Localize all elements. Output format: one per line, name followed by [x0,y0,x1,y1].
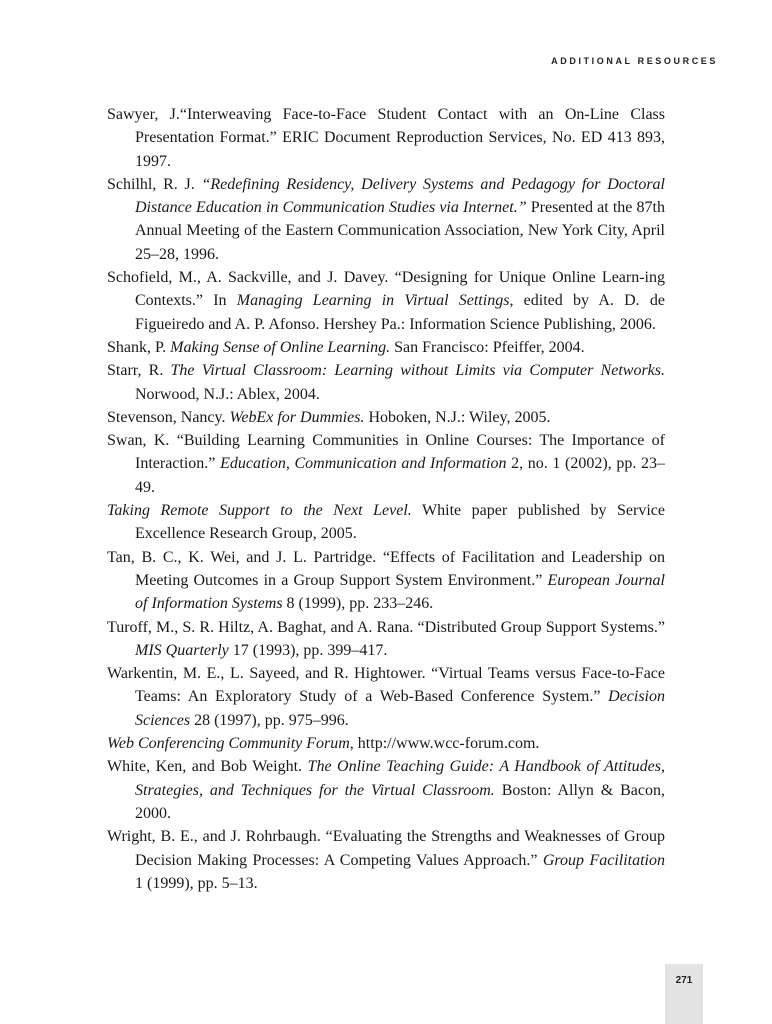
reference-entry [107,336,665,359]
reference-title: Taking Remote Support to the Next Level. [107,502,412,520]
reference-text: Wright, B. E., and J. Rohrbaugh. “Evaluating the Strengths and Weaknesses of Group Decision Making Processes: A Competing Values Approach.” [107,828,665,869]
reference-title: MIS Quarterly [135,641,229,659]
reference-title: The Online Teaching Guide: A Handbook of Attitudes, Strategies, and Techniques for the Virtual Classroom. [135,758,665,799]
reference-text: San Francisco: Pfeiffer, 2004. [390,338,585,356]
reference-title: Web Conferencing Community Forum [107,735,350,753]
reference-text: 17 (1993), pp. 399–417. [228,641,388,659]
reference-entry [107,429,665,499]
reference-text: Shank, P. [107,338,171,356]
reference-entry [107,266,665,336]
reference-text: Schofield, M., A. Sackville, and J. Davey. “Designing for Unique Online Learn-ing Contexts.” In [107,269,665,310]
reference-title: Decision Sciences [135,688,665,729]
reference-text: 1 (1999), pp. 5–13. [135,874,258,892]
reference-text: 2, no. 1 (2002), pp. 23–49. [135,455,666,496]
reference-text: Hoboken, N.J.: Wiley, 2005. [364,408,551,426]
reference-text: White paper published by Service Excellence Research Group, 2005. [135,502,665,543]
reference-text: Starr, R. [107,362,171,380]
reference-title: Making Sense of Online Learning. [170,338,391,356]
reference-title: Managing Learning in Virtual Settings [236,292,510,310]
reference-entry [107,662,665,732]
reference-entry [107,103,665,173]
reference-text: 28 (1997), pp. 975–996. [190,711,349,729]
running-head: ADDITIONAL RESOURCES [551,56,718,66]
reference-title: Education, Communication and Information [220,455,507,473]
reference-text: Swan, K. “Building Learning Communities in Online Courses: The Importance of Interaction.” [107,432,665,473]
reference-title: The Virtual Classroom: Learning without Limits via Computer Networks. [170,362,666,380]
page-number: 271 [675,975,693,986]
reference-title: Group Facilitation [542,851,666,869]
reference-entry [107,546,665,616]
reference-text: Stevenson, Nancy. [107,408,230,426]
page-number-tab [665,964,703,1024]
reference-text: Warkentin, M. E., L. Sayeed, and R. Hightower. “Virtual Teams versus Face-to-Face Teams: An Exploratory Study of a Web-Based Conference System.” [107,665,665,706]
reference-title: “Redefining Residency, Delivery Systems and Pedagogy for Doctoral Distance Education in Communication Studies via Internet.” [135,175,665,217]
reference-text: Presented at the 87th Annual Meeting of the Eastern Communication Association, New York City, April 25–28, 1996. [135,199,665,263]
reference-text: 8 (1999), pp. 233–246. [282,595,434,613]
reference-title: WebEx for Dummies. [229,408,365,426]
reference-text: Sawyer, J.“Interweaving Face-to-Face Student Contact with an On-Line Class Presentation Format.” ERIC Document Reproduction Services, No. ED 413 893, 1997. [107,106,665,170]
reference-text: , edited by A. D. de Figueiredo and A. P. Afonso. Hershey Pa.: Information Science Publishing, 2006. [135,292,666,333]
reference-text: , http://www.wcc-forum.com. [349,735,540,753]
reference-text: Boston: Allyn & Bacon, 2000. [135,781,666,822]
reference-title: European Journal of Information Systems [135,571,665,613]
reference-entry [107,359,665,406]
reference-entry [107,616,665,663]
reference-entry [107,825,665,895]
reference-text: Norwood, N.J.: Ablex, 2004. [135,385,320,403]
reference-text: Schilhl, R. J. [107,175,202,193]
reference-entry [107,406,665,429]
reference-text: Tan, B. C., K. Wei, and J. L. Partridge. “Effects of Facilitation and Leadership on Meeting Outcomes in a Group Support System Environment.” [107,548,665,589]
reference-entry [107,732,665,755]
reference-entry [107,755,665,825]
reference-text: Turoff, M., S. R. Hiltz, A. Baghat, and A. Rana. “Distributed Group Support Systems.” [107,618,665,636]
reference-list [107,103,665,895]
reference-entry [107,173,665,266]
reference-text: White, Ken, and Bob Weight. [107,758,308,776]
reference-entry [107,499,665,546]
